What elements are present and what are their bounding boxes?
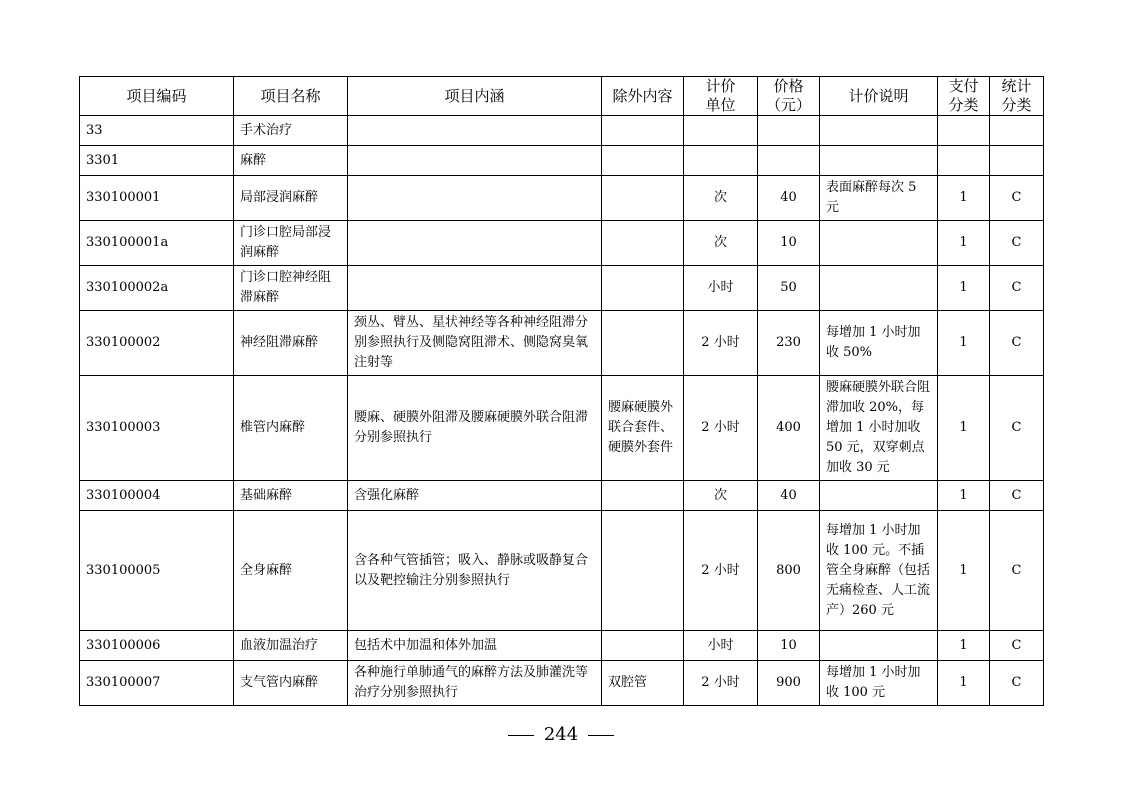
row-unit: 小时 (684, 631, 758, 661)
row-name: 门诊口腔局部浸润麻醉 (234, 221, 348, 266)
row-unit: 次 (684, 481, 758, 511)
row-code: 33 (80, 116, 234, 146)
row-content (348, 146, 602, 176)
row-content: 颈丛、臂丛、星状神经等各种神经阻滞分别参照执行及侧隐窝阻滞术、侧隐窝臭氧注射等 (348, 311, 602, 376)
row-name: 基础麻醉 (234, 481, 348, 511)
row-content: 腰麻、硬膜外阻滞及腰麻硬膜外联合阻滞分别参照执行 (348, 376, 602, 481)
row-code: 330100007 (80, 661, 234, 706)
row-stat: C (990, 176, 1044, 221)
row-code: 330100005 (80, 511, 234, 631)
row-unit (684, 116, 758, 146)
header-note: 计价说明 (820, 77, 938, 116)
row-content (348, 116, 602, 146)
table-row (80, 176, 1044, 221)
header-exclude: 除外内容 (602, 77, 684, 116)
row-stat (990, 116, 1044, 146)
row-name: 门诊口腔神经阻滞麻醉 (234, 266, 348, 311)
row-note (820, 116, 938, 146)
header-price: 价格 （元） (758, 77, 820, 116)
header-unit: 计价 单位 (684, 77, 758, 116)
footer-dash-left (508, 735, 534, 736)
row-stat: C (990, 266, 1044, 311)
row-code: 330100006 (80, 631, 234, 661)
row-price (758, 116, 820, 146)
table-row (80, 221, 1044, 266)
row-unit: 小时 (684, 266, 758, 311)
row-content (348, 266, 602, 311)
row-note (820, 266, 938, 311)
row-content (348, 221, 602, 266)
row-name: 全身麻醉 (234, 511, 348, 631)
row-exclude: 双腔管 (602, 661, 684, 706)
row-unit: 次 (684, 176, 758, 221)
row-content: 包括术中加温和体外加温 (348, 631, 602, 661)
table-row (80, 661, 1044, 706)
row-stat: C (990, 631, 1044, 661)
row-unit: 2 小时 (684, 311, 758, 376)
row-pay: 1 (938, 511, 990, 631)
row-name: 神经阻滞麻醉 (234, 311, 348, 376)
row-pay: 1 (938, 376, 990, 481)
row-stat: C (990, 661, 1044, 706)
row-price: 50 (758, 266, 820, 311)
row-note (820, 481, 938, 511)
row-exclude (602, 146, 684, 176)
row-exclude (602, 631, 684, 661)
row-code: 330100003 (80, 376, 234, 481)
table-row (80, 266, 1044, 311)
row-code: 330100001a (80, 221, 234, 266)
row-note (820, 631, 938, 661)
footer-dash-right (588, 735, 614, 736)
row-code: 330100002a (80, 266, 234, 311)
row-name: 局部浸润麻醉 (234, 176, 348, 221)
row-price: 230 (758, 311, 820, 376)
row-pay: 1 (938, 221, 990, 266)
row-note: 每增加 1 小时加收 100 元。不插管全身麻醉（包括无痛检查、人工流产）260 元 (820, 511, 938, 631)
row-code: 3301 (80, 146, 234, 176)
row-name: 支气管内麻醉 (234, 661, 348, 706)
row-note (820, 146, 938, 176)
row-note: 表面麻醉每次 5 元 (820, 176, 938, 221)
row-content (348, 176, 602, 221)
row-exclude (602, 116, 684, 146)
row-unit: 2 小时 (684, 661, 758, 706)
row-price: 40 (758, 481, 820, 511)
header-pay: 支付 分类 (938, 77, 990, 116)
row-exclude (602, 221, 684, 266)
table-row (80, 146, 1044, 176)
row-code: 330100002 (80, 311, 234, 376)
pricing-table (79, 76, 1044, 706)
table-row (80, 511, 1044, 631)
row-note (820, 221, 938, 266)
row-pay: 1 (938, 266, 990, 311)
row-pay (938, 116, 990, 146)
row-content: 各种施行单肺通气的麻醉方法及肺灌洗等治疗分别参照执行 (348, 661, 602, 706)
row-price: 900 (758, 661, 820, 706)
table-row (80, 376, 1044, 481)
row-exclude (602, 311, 684, 376)
row-pay: 1 (938, 631, 990, 661)
row-price: 10 (758, 631, 820, 661)
header-name: 项目名称 (234, 77, 348, 116)
row-unit (684, 146, 758, 176)
row-price: 800 (758, 511, 820, 631)
row-note: 腰麻硬膜外联合阻滞加收 20%，每增加 1 小时加收 50 元，双穿刺点加收 30 元 (820, 376, 938, 481)
row-content: 含各种气管插管；吸入、静脉或吸静复合以及靶控输注分别参照执行 (348, 511, 602, 631)
row-name: 椎管内麻醉 (234, 376, 348, 481)
table-row (80, 311, 1044, 376)
row-price: 10 (758, 221, 820, 266)
row-stat: C (990, 376, 1044, 481)
row-pay: 1 (938, 481, 990, 511)
row-pay (938, 146, 990, 176)
row-name: 手术治疗 (234, 116, 348, 146)
row-exclude (602, 511, 684, 631)
header-content: 项目内涵 (348, 77, 602, 116)
row-note: 每增加 1 小时加收 50% (820, 311, 938, 376)
row-stat: C (990, 311, 1044, 376)
row-price: 400 (758, 376, 820, 481)
row-exclude (602, 481, 684, 511)
page-footer (0, 724, 1122, 745)
table-row (80, 481, 1044, 511)
row-unit: 次 (684, 221, 758, 266)
row-pay: 1 (938, 661, 990, 706)
row-unit: 2 小时 (684, 511, 758, 631)
row-note: 每增加 1 小时加收 100 元 (820, 661, 938, 706)
row-exclude (602, 266, 684, 311)
row-stat (990, 146, 1044, 176)
row-name: 麻醉 (234, 146, 348, 176)
row-stat: C (990, 221, 1044, 266)
row-content: 含强化麻醉 (348, 481, 602, 511)
row-exclude (602, 176, 684, 221)
row-exclude: 腰麻硬膜外联合套件、硬膜外套件 (602, 376, 684, 481)
row-unit: 2 小时 (684, 376, 758, 481)
row-stat: C (990, 481, 1044, 511)
table-row (80, 116, 1044, 146)
row-code: 330100001 (80, 176, 234, 221)
table-row (80, 631, 1044, 661)
row-name: 血液加温治疗 (234, 631, 348, 661)
row-code: 330100004 (80, 481, 234, 511)
header-stat: 统计 分类 (990, 77, 1044, 116)
row-pay: 1 (938, 311, 990, 376)
page-number: 244 (543, 724, 579, 745)
row-stat: C (990, 511, 1044, 631)
row-price (758, 146, 820, 176)
header-row (80, 77, 1044, 116)
row-price: 40 (758, 176, 820, 221)
header-code: 项目编码 (80, 77, 234, 116)
row-pay: 1 (938, 176, 990, 221)
